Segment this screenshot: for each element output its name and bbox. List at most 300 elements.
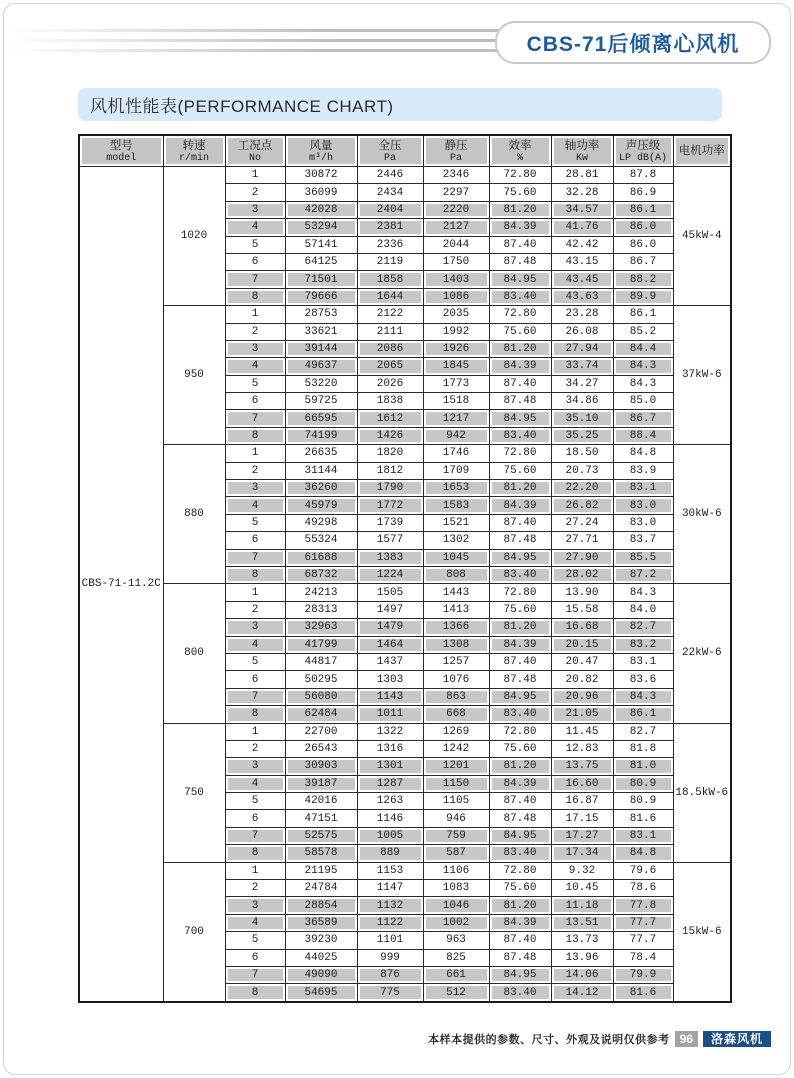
shaft-power-cell: 26.08 bbox=[551, 323, 613, 340]
sound-level-cell: 84.3 bbox=[613, 375, 673, 392]
brand-badge: 洛森风机 bbox=[703, 1031, 771, 1047]
sound-level-cell: 79.6 bbox=[613, 862, 673, 879]
sound-level-cell: 84.4 bbox=[613, 340, 673, 357]
static-pressure-cell: 1845 bbox=[423, 358, 489, 375]
static-pressure-cell: 863 bbox=[423, 688, 489, 705]
static-pressure-cell: 1302 bbox=[423, 532, 489, 549]
flow-cell: 79666 bbox=[285, 288, 357, 305]
shaft-power-cell: 14.12 bbox=[551, 984, 613, 1002]
point-cell: 4 bbox=[225, 914, 285, 931]
efficiency-cell: 84.95 bbox=[489, 966, 551, 983]
motor-power-cell: 15kW-6 bbox=[673, 862, 731, 1002]
col-header-total-pressure: 全压 Pa bbox=[357, 135, 423, 167]
shaft-power-cell: 33.74 bbox=[551, 358, 613, 375]
sound-level-cell: 83.6 bbox=[613, 671, 673, 688]
efficiency-cell: 87.40 bbox=[489, 793, 551, 810]
shaft-power-cell: 16.68 bbox=[551, 619, 613, 636]
flow-cell: 64125 bbox=[285, 253, 357, 270]
total-pressure-cell: 1322 bbox=[357, 723, 423, 740]
efficiency-cell: 87.48 bbox=[489, 949, 551, 966]
shaft-power-cell: 10.45 bbox=[551, 880, 613, 897]
point-cell: 2 bbox=[225, 601, 285, 618]
efficiency-cell: 75.60 bbox=[489, 184, 551, 201]
shaft-power-cell: 43.63 bbox=[551, 288, 613, 305]
flow-cell: 68732 bbox=[285, 566, 357, 583]
shaft-power-cell: 22.20 bbox=[551, 480, 613, 497]
static-pressure-cell: 825 bbox=[423, 949, 489, 966]
efficiency-cell: 84.39 bbox=[489, 358, 551, 375]
total-pressure-cell: 1612 bbox=[357, 410, 423, 427]
total-pressure-cell: 876 bbox=[357, 966, 423, 983]
col-header-motor-power: 电机功率 bbox=[673, 135, 731, 167]
flow-cell: 36099 bbox=[285, 184, 357, 201]
total-pressure-cell: 1577 bbox=[357, 532, 423, 549]
efficiency-cell: 83.40 bbox=[489, 566, 551, 583]
point-cell: 5 bbox=[225, 514, 285, 531]
point-cell: 5 bbox=[225, 236, 285, 253]
page-title: CBS-71后倾离心风机 bbox=[526, 32, 740, 56]
efficiency-cell: 72.80 bbox=[489, 723, 551, 740]
total-pressure-cell: 1011 bbox=[357, 706, 423, 723]
shaft-power-cell: 20.15 bbox=[551, 636, 613, 653]
sound-level-cell: 86.1 bbox=[613, 706, 673, 723]
sound-level-cell: 88.4 bbox=[613, 427, 673, 444]
point-cell: 3 bbox=[225, 201, 285, 218]
point-cell: 1 bbox=[225, 306, 285, 323]
point-cell: 4 bbox=[225, 497, 285, 514]
total-pressure-cell: 1479 bbox=[357, 619, 423, 636]
header-decor-line bbox=[6, 29, 511, 32]
static-pressure-cell: 1653 bbox=[423, 480, 489, 497]
static-pressure-cell: 2044 bbox=[423, 236, 489, 253]
shaft-power-cell: 26.82 bbox=[551, 497, 613, 514]
flow-cell: 57141 bbox=[285, 236, 357, 253]
efficiency-cell: 87.48 bbox=[489, 532, 551, 549]
shaft-power-cell: 32.28 bbox=[551, 184, 613, 201]
static-pressure-cell: 2297 bbox=[423, 184, 489, 201]
static-pressure-cell: 1518 bbox=[423, 393, 489, 410]
sound-level-cell: 82.7 bbox=[613, 723, 673, 740]
total-pressure-cell: 2446 bbox=[357, 167, 423, 184]
total-pressure-cell: 2026 bbox=[357, 375, 423, 392]
flow-cell: 36260 bbox=[285, 480, 357, 497]
static-pressure-cell: 1045 bbox=[423, 549, 489, 566]
static-pressure-cell: 1269 bbox=[423, 723, 489, 740]
total-pressure-cell: 1437 bbox=[357, 653, 423, 670]
static-pressure-cell: 1583 bbox=[423, 497, 489, 514]
sound-level-cell: 77.8 bbox=[613, 897, 673, 914]
point-cell: 5 bbox=[225, 932, 285, 949]
sound-level-cell: 77.7 bbox=[613, 932, 673, 949]
sound-level-cell: 78.6 bbox=[613, 880, 673, 897]
shaft-power-cell: 28.81 bbox=[551, 167, 613, 184]
speed-cell: 950 bbox=[163, 306, 225, 445]
sound-level-cell: 84.3 bbox=[613, 688, 673, 705]
shaft-power-cell: 34.86 bbox=[551, 393, 613, 410]
static-pressure-cell: 1242 bbox=[423, 740, 489, 757]
static-pressure-cell: 1046 bbox=[423, 897, 489, 914]
point-cell: 8 bbox=[225, 288, 285, 305]
motor-power-cell: 22kW-6 bbox=[673, 584, 731, 723]
performance-table-body bbox=[79, 167, 731, 1002]
point-cell: 2 bbox=[225, 880, 285, 897]
efficiency-cell: 72.80 bbox=[489, 584, 551, 601]
col-header-sound-level: 声压级 LP dB(A) bbox=[613, 135, 673, 167]
shaft-power-cell: 16.60 bbox=[551, 775, 613, 792]
point-cell: 2 bbox=[225, 184, 285, 201]
shaft-power-cell: 27.24 bbox=[551, 514, 613, 531]
efficiency-cell: 72.80 bbox=[489, 306, 551, 323]
static-pressure-cell: 661 bbox=[423, 966, 489, 983]
point-cell: 8 bbox=[225, 984, 285, 1002]
efficiency-cell: 84.95 bbox=[489, 271, 551, 288]
flow-cell: 31144 bbox=[285, 462, 357, 479]
efficiency-cell: 87.40 bbox=[489, 236, 551, 253]
point-cell: 7 bbox=[225, 966, 285, 983]
page-title-box bbox=[495, 21, 771, 64]
static-pressure-cell: 1403 bbox=[423, 271, 489, 288]
total-pressure-cell: 1383 bbox=[357, 549, 423, 566]
flow-cell: 32963 bbox=[285, 619, 357, 636]
col-header-point: 工况点 No bbox=[225, 135, 285, 167]
flow-cell: 71501 bbox=[285, 271, 357, 288]
speed-cell: 700 bbox=[163, 862, 225, 1002]
sound-level-cell: 83.2 bbox=[613, 636, 673, 653]
col-header-model: 型号 model bbox=[79, 135, 163, 167]
sound-level-cell: 86.9 bbox=[613, 184, 673, 201]
col-header-efficiency: 效率 % bbox=[489, 135, 551, 167]
static-pressure-cell: 1926 bbox=[423, 340, 489, 357]
shaft-power-cell: 34.57 bbox=[551, 201, 613, 218]
total-pressure-cell: 1143 bbox=[357, 688, 423, 705]
total-pressure-cell: 1147 bbox=[357, 880, 423, 897]
total-pressure-cell: 2119 bbox=[357, 253, 423, 270]
efficiency-cell: 87.48 bbox=[489, 810, 551, 827]
flow-cell: 56080 bbox=[285, 688, 357, 705]
total-pressure-cell: 1838 bbox=[357, 393, 423, 410]
shaft-power-cell: 16.87 bbox=[551, 793, 613, 810]
total-pressure-cell: 2086 bbox=[357, 340, 423, 357]
total-pressure-cell: 1858 bbox=[357, 271, 423, 288]
point-cell: 4 bbox=[225, 775, 285, 792]
efficiency-cell: 84.39 bbox=[489, 775, 551, 792]
total-pressure-cell: 2381 bbox=[357, 219, 423, 236]
efficiency-cell: 83.40 bbox=[489, 845, 551, 862]
efficiency-cell: 72.80 bbox=[489, 167, 551, 184]
shaft-power-cell: 20.47 bbox=[551, 653, 613, 670]
total-pressure-cell: 1820 bbox=[357, 445, 423, 462]
flow-cell: 61688 bbox=[285, 549, 357, 566]
flow-cell: 22700 bbox=[285, 723, 357, 740]
sound-level-cell: 88.2 bbox=[613, 271, 673, 288]
speed-cell: 750 bbox=[163, 723, 225, 862]
flow-cell: 33621 bbox=[285, 323, 357, 340]
point-cell: 7 bbox=[225, 549, 285, 566]
static-pressure-cell: 942 bbox=[423, 427, 489, 444]
static-pressure-cell: 1150 bbox=[423, 775, 489, 792]
efficiency-cell: 72.80 bbox=[489, 445, 551, 462]
point-cell: 8 bbox=[225, 706, 285, 723]
flow-cell: 52575 bbox=[285, 827, 357, 844]
static-pressure-cell: 1002 bbox=[423, 914, 489, 931]
point-cell: 6 bbox=[225, 810, 285, 827]
static-pressure-cell: 1257 bbox=[423, 653, 489, 670]
shaft-power-cell: 13.73 bbox=[551, 932, 613, 949]
total-pressure-cell: 775 bbox=[357, 984, 423, 1002]
static-pressure-cell: 587 bbox=[423, 845, 489, 862]
static-pressure-cell: 1105 bbox=[423, 793, 489, 810]
point-cell: 3 bbox=[225, 619, 285, 636]
shaft-power-cell: 43.45 bbox=[551, 271, 613, 288]
point-cell: 3 bbox=[225, 897, 285, 914]
point-cell: 6 bbox=[225, 671, 285, 688]
point-cell: 8 bbox=[225, 845, 285, 862]
page-number-badge: 96 bbox=[675, 1031, 698, 1047]
sound-level-cell: 83.7 bbox=[613, 532, 673, 549]
sound-level-cell: 86.0 bbox=[613, 219, 673, 236]
flow-cell: 42028 bbox=[285, 201, 357, 218]
efficiency-cell: 87.48 bbox=[489, 393, 551, 410]
motor-power-cell: 18.5kW-6 bbox=[673, 723, 731, 862]
static-pressure-cell: 1413 bbox=[423, 601, 489, 618]
shaft-power-cell: 41.76 bbox=[551, 219, 613, 236]
efficiency-cell: 87.40 bbox=[489, 653, 551, 670]
sound-level-cell: 79.9 bbox=[613, 966, 673, 983]
flow-cell: 54695 bbox=[285, 984, 357, 1002]
sound-level-cell: 83.0 bbox=[613, 514, 673, 531]
static-pressure-cell: 1992 bbox=[423, 323, 489, 340]
point-cell: 3 bbox=[225, 340, 285, 357]
sound-level-cell: 86.1 bbox=[613, 201, 673, 218]
point-cell: 6 bbox=[225, 532, 285, 549]
total-pressure-cell: 1301 bbox=[357, 758, 423, 775]
total-pressure-cell: 1303 bbox=[357, 671, 423, 688]
sound-level-cell: 85.5 bbox=[613, 549, 673, 566]
static-pressure-cell: 1083 bbox=[423, 880, 489, 897]
total-pressure-cell: 1644 bbox=[357, 288, 423, 305]
total-pressure-cell: 1812 bbox=[357, 462, 423, 479]
col-header-shaft-power: 轴功率 Kw bbox=[551, 135, 613, 167]
col-header-speed: 转速 r/min bbox=[163, 135, 225, 167]
total-pressure-cell: 1739 bbox=[357, 514, 423, 531]
point-cell: 6 bbox=[225, 949, 285, 966]
page-footer bbox=[428, 1030, 771, 1048]
shaft-power-cell: 27.90 bbox=[551, 549, 613, 566]
sound-level-cell: 84.0 bbox=[613, 601, 673, 618]
sound-level-cell: 85.2 bbox=[613, 323, 673, 340]
point-cell: 4 bbox=[225, 636, 285, 653]
point-cell: 8 bbox=[225, 566, 285, 583]
sound-level-cell: 87.2 bbox=[613, 566, 673, 583]
total-pressure-cell: 1005 bbox=[357, 827, 423, 844]
flow-cell: 30872 bbox=[285, 167, 357, 184]
point-cell: 5 bbox=[225, 793, 285, 810]
table-row bbox=[79, 723, 731, 740]
total-pressure-cell: 2404 bbox=[357, 201, 423, 218]
total-pressure-cell: 889 bbox=[357, 845, 423, 862]
motor-power-cell: 45kW-4 bbox=[673, 167, 731, 306]
static-pressure-cell: 1308 bbox=[423, 636, 489, 653]
efficiency-cell: 84.95 bbox=[489, 827, 551, 844]
sound-level-cell: 83.1 bbox=[613, 653, 673, 670]
point-cell: 7 bbox=[225, 271, 285, 288]
point-cell: 4 bbox=[225, 219, 285, 236]
shaft-power-cell: 18.50 bbox=[551, 445, 613, 462]
header-decor-line bbox=[6, 49, 511, 52]
shaft-power-cell: 20.96 bbox=[551, 688, 613, 705]
shaft-power-cell: 23.28 bbox=[551, 306, 613, 323]
sound-level-cell: 81.0 bbox=[613, 758, 673, 775]
total-pressure-cell: 1153 bbox=[357, 862, 423, 879]
sound-level-cell: 84.3 bbox=[613, 358, 673, 375]
shaft-power-cell: 42.42 bbox=[551, 236, 613, 253]
static-pressure-cell: 2220 bbox=[423, 201, 489, 218]
total-pressure-cell: 2336 bbox=[357, 236, 423, 253]
sound-level-cell: 85.0 bbox=[613, 393, 673, 410]
efficiency-cell: 81.20 bbox=[489, 619, 551, 636]
static-pressure-cell: 2035 bbox=[423, 306, 489, 323]
flow-cell: 24784 bbox=[285, 880, 357, 897]
sound-level-cell: 86.1 bbox=[613, 306, 673, 323]
point-cell: 7 bbox=[225, 827, 285, 844]
static-pressure-cell: 1076 bbox=[423, 671, 489, 688]
point-cell: 4 bbox=[225, 358, 285, 375]
total-pressure-cell: 1790 bbox=[357, 480, 423, 497]
flow-cell: 42016 bbox=[285, 793, 357, 810]
efficiency-cell: 87.40 bbox=[489, 932, 551, 949]
static-pressure-cell: 759 bbox=[423, 827, 489, 844]
efficiency-cell: 81.20 bbox=[489, 201, 551, 218]
flow-cell: 49298 bbox=[285, 514, 357, 531]
static-pressure-cell: 1709 bbox=[423, 462, 489, 479]
flow-cell: 41799 bbox=[285, 636, 357, 653]
efficiency-cell: 81.20 bbox=[489, 340, 551, 357]
footer-disclaimer: 本样本提供的参数、尺寸、外观及说明仅供参考 bbox=[428, 1034, 670, 1046]
flow-cell: 21195 bbox=[285, 862, 357, 879]
static-pressure-cell: 1773 bbox=[423, 375, 489, 392]
point-cell: 2 bbox=[225, 740, 285, 757]
speed-cell: 800 bbox=[163, 584, 225, 723]
static-pressure-cell: 946 bbox=[423, 810, 489, 827]
efficiency-cell: 83.40 bbox=[489, 984, 551, 1002]
shaft-power-cell: 20.82 bbox=[551, 671, 613, 688]
efficiency-cell: 75.60 bbox=[489, 880, 551, 897]
static-pressure-cell: 668 bbox=[423, 706, 489, 723]
point-cell: 1 bbox=[225, 862, 285, 879]
efficiency-cell: 84.39 bbox=[489, 636, 551, 653]
header-decor-line bbox=[6, 39, 511, 42]
total-pressure-cell: 1122 bbox=[357, 914, 423, 931]
flow-cell: 26543 bbox=[285, 740, 357, 757]
efficiency-cell: 75.60 bbox=[489, 462, 551, 479]
sound-level-cell: 83.1 bbox=[613, 827, 673, 844]
section-title-bar bbox=[78, 88, 722, 121]
efficiency-cell: 75.60 bbox=[489, 601, 551, 618]
flow-cell: 44025 bbox=[285, 949, 357, 966]
sound-level-cell: 81.8 bbox=[613, 740, 673, 757]
efficiency-cell: 81.20 bbox=[489, 758, 551, 775]
flow-cell: 28854 bbox=[285, 897, 357, 914]
flow-cell: 50295 bbox=[285, 671, 357, 688]
table-row bbox=[79, 584, 731, 601]
total-pressure-cell: 1287 bbox=[357, 775, 423, 792]
shaft-power-cell: 35.10 bbox=[551, 410, 613, 427]
motor-power-cell: 30kW-6 bbox=[673, 445, 731, 584]
efficiency-cell: 83.40 bbox=[489, 427, 551, 444]
flow-cell: 45979 bbox=[285, 497, 357, 514]
sound-level-cell: 89.9 bbox=[613, 288, 673, 305]
sound-level-cell: 84.8 bbox=[613, 845, 673, 862]
speed-cell: 1020 bbox=[163, 167, 225, 306]
total-pressure-cell: 1263 bbox=[357, 793, 423, 810]
shaft-power-cell: 43.15 bbox=[551, 253, 613, 270]
total-pressure-cell: 1224 bbox=[357, 566, 423, 583]
efficiency-cell: 84.39 bbox=[489, 497, 551, 514]
point-cell: 8 bbox=[225, 427, 285, 444]
performance-table bbox=[78, 134, 732, 1003]
speed-cell: 880 bbox=[163, 445, 225, 584]
shaft-power-cell: 34.27 bbox=[551, 375, 613, 392]
static-pressure-cell: 1201 bbox=[423, 758, 489, 775]
sound-level-cell: 77.7 bbox=[613, 914, 673, 931]
static-pressure-cell: 1521 bbox=[423, 514, 489, 531]
table-header-row bbox=[79, 135, 731, 167]
shaft-power-cell: 21.05 bbox=[551, 706, 613, 723]
shaft-power-cell: 13.90 bbox=[551, 584, 613, 601]
static-pressure-cell: 1746 bbox=[423, 445, 489, 462]
shaft-power-cell: 13.75 bbox=[551, 758, 613, 775]
sound-level-cell: 80.9 bbox=[613, 793, 673, 810]
efficiency-cell: 84.39 bbox=[489, 219, 551, 236]
motor-power-cell: 37kW-6 bbox=[673, 306, 731, 445]
efficiency-cell: 83.40 bbox=[489, 288, 551, 305]
sound-level-cell: 81.6 bbox=[613, 810, 673, 827]
static-pressure-cell: 1750 bbox=[423, 253, 489, 270]
static-pressure-cell: 1366 bbox=[423, 619, 489, 636]
static-pressure-cell: 2127 bbox=[423, 219, 489, 236]
flow-cell: 28313 bbox=[285, 601, 357, 618]
model-cell: CBS-71-11.2C bbox=[79, 167, 163, 1002]
sound-level-cell: 86.0 bbox=[613, 236, 673, 253]
shaft-power-cell: 15.58 bbox=[551, 601, 613, 618]
point-cell: 6 bbox=[225, 393, 285, 410]
section-title: 风机性能表(PERFORMANCE CHART) bbox=[90, 97, 394, 116]
point-cell: 7 bbox=[225, 410, 285, 427]
flow-cell: 39230 bbox=[285, 932, 357, 949]
point-cell: 5 bbox=[225, 653, 285, 670]
efficiency-cell: 72.80 bbox=[489, 862, 551, 879]
col-header-static-pressure: 静压 Pa bbox=[423, 135, 489, 167]
shaft-power-cell: 27.71 bbox=[551, 532, 613, 549]
shaft-power-cell: 17.15 bbox=[551, 810, 613, 827]
total-pressure-cell: 1772 bbox=[357, 497, 423, 514]
shaft-power-cell: 20.73 bbox=[551, 462, 613, 479]
point-cell: 1 bbox=[225, 723, 285, 740]
sound-level-cell: 87.8 bbox=[613, 167, 673, 184]
flow-cell: 62484 bbox=[285, 706, 357, 723]
efficiency-cell: 75.60 bbox=[489, 323, 551, 340]
total-pressure-cell: 1426 bbox=[357, 427, 423, 444]
sound-level-cell: 86.7 bbox=[613, 410, 673, 427]
point-cell: 5 bbox=[225, 375, 285, 392]
flow-cell: 58578 bbox=[285, 845, 357, 862]
efficiency-cell: 84.95 bbox=[489, 688, 551, 705]
static-pressure-cell: 963 bbox=[423, 932, 489, 949]
point-cell: 3 bbox=[225, 480, 285, 497]
total-pressure-cell: 2111 bbox=[357, 323, 423, 340]
sound-level-cell: 84.8 bbox=[613, 445, 673, 462]
shaft-power-cell: 9.32 bbox=[551, 862, 613, 879]
